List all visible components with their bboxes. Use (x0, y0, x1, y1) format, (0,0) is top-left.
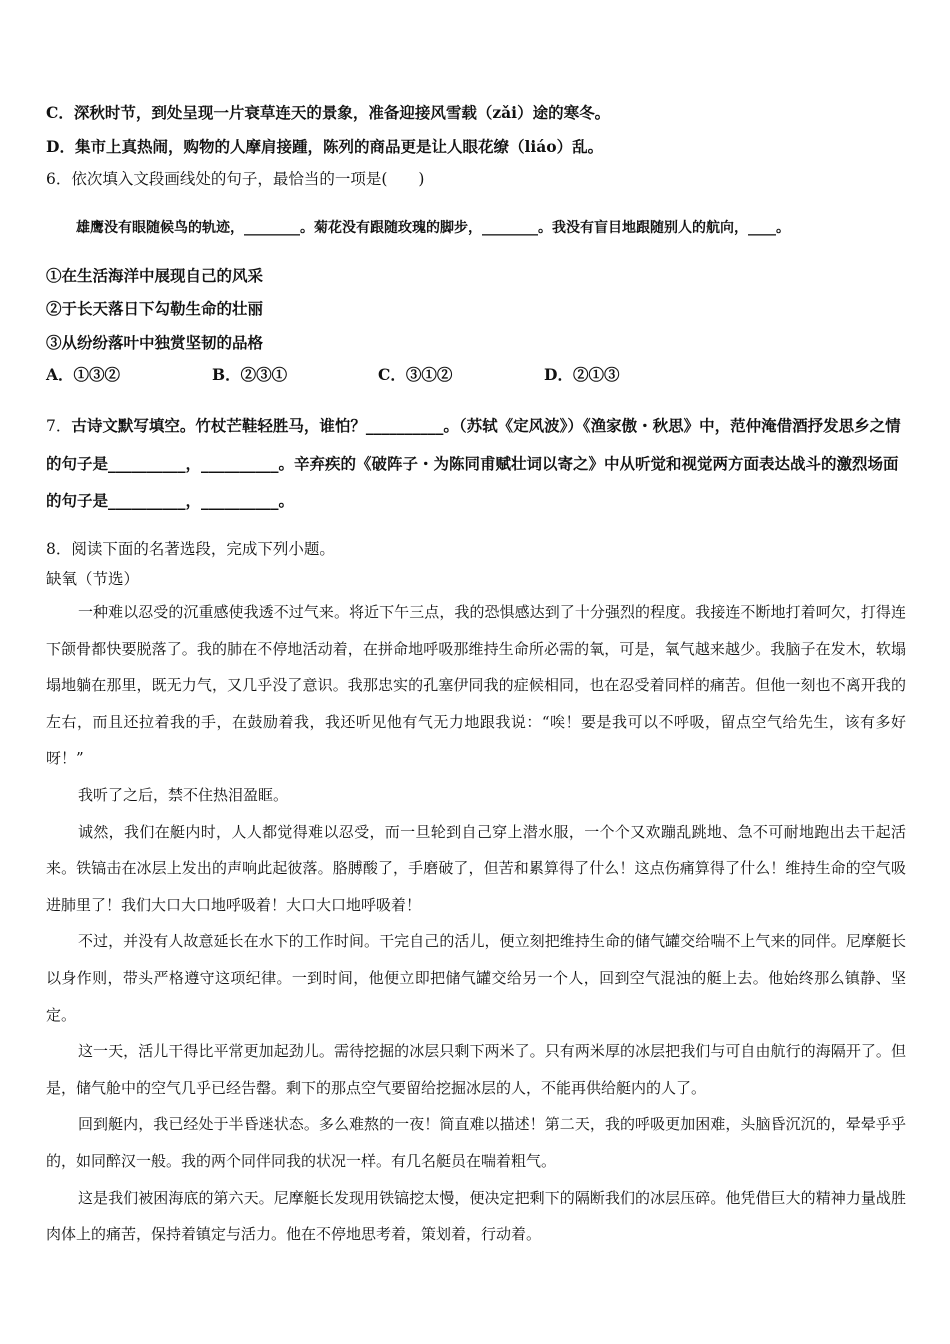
question-6-item-1: ①在生活海洋中展现自己的风采 (46, 265, 264, 285)
passage-title: 缺氧（节选） (46, 570, 140, 588)
question-7-number: 7． (46, 416, 72, 435)
option-d: D．集市上真热闹，购物的人摩肩接踵，陈列的商品更是让人眼花缭（liáo）乱。 (46, 136, 604, 156)
question-6-item-2: ②于长天落日下勾勒生命的壮丽 (46, 299, 264, 318)
question-6-answers (46, 359, 906, 391)
question-6-item-3: ③从纷纷落叶中独赏坚韧的品格 (46, 332, 264, 352)
question-6-stem: 6．依次填入文段画线处的句子，最恰当的一项是( ) (46, 170, 425, 188)
answer-d: D．②①③ (544, 365, 620, 384)
answer-a: A．①③② (46, 365, 121, 384)
passage-paragraph-7: 这是我们被困海底的第六天。尼摩艇长发现用铁镐挖太慢，便决定把剩下的隔断我们的冰层压碎。他凭借巨大的精神力量战胜肉体上的痛苦，保持着镇定与活力。他在不停地思考着，策划着，行动着。 (46, 1188, 906, 1244)
passage-paragraph-2: 我听了之后，禁不住热泪盈眶。 (78, 785, 289, 804)
passage-paragraph-3: 诚然，我们在艇内时，人人都觉得难以忍受，而一旦轮到自己穿上潜水服，一个个又欢蹦乱跳地、急不可耐地跑出去干起活来。铁镐击在冰层上发出的声响此起彼落。胳膊酸了，手磨破了，但苦和累算得了什么！这点伤痛算得了什么！维持生命的空气吸进肺里了！我们大口大口地呼吸着！大口大口地呼吸着！ (46, 822, 906, 914)
option-c: C．深秋时节，到处呈现一片衰草连天的景象，准备迎接风雪载（zǎi）途的寒冬。 (46, 103, 611, 122)
passage-paragraph-6: 回到艇内，我已经处于半昏迷状态。多么难熬的一夜！简直难以描述！第二天，我的呼吸更加困难，头脑昏沉沉的，晕晕乎乎的，如同醉汉一般。我的两个同伴同我的状况一样。有几名艇员在喘着粗气。 (46, 1115, 906, 1170)
answer-c: C．③①② (378, 365, 453, 384)
question-7 (46, 407, 906, 519)
question-7-text: 古诗文默写填空。竹杖芒鞋轻胜马，谁怕？__________。（苏轼《定风波》）《渔家傲・秋思》中，范仲淹借酒抒发思乡之情的句子是__________，__________。辛弃疾的《破阵子・为陈同甫赋壮词以寄之》中从听觉和视觉两方面表达战斗的激烈场面的句子是__________，__________。 (46, 415, 901, 510)
answer-b: B．②③① (212, 365, 288, 384)
passage-paragraph-4: 不过，并没有人故意延长在水下的工作时间。干完自己的活儿，便立刻把维持生命的储气罐交给喘不上气来的同伴。尼摩艇长以身作则，带头严格遵守这项纪律。一到时间，他便立即把储气罐交给另一个人，回到空气混浊的艇上去。他始终那么镇静、坚定。 (46, 932, 906, 1024)
passage-paragraph-1: 一种难以忍受的沉重感使我透不过气来。将近下午三点，我的恐惧感达到了十分强烈的程度。我接连不断地打着呵欠，打得连下颌骨都快要脱落了。我的肺在不停地活动着，在拼命地呼吸那维持生命所必需的氧，可是，氧气越来越少。我脑子在发木，软塌塌地躺在那里，既无力气，又几乎没了意识。我那忠实的孔塞伊同我的症候相同，也在忍受着同样的痛苦。但他一刻也不离开我的左右，而且还拉着我的手，在鼓励着我，我还听见他有气无力地跟我说：“唉！要是我可以不呼吸，留点空气给先生，该有多好呀！” (46, 603, 906, 768)
question-6-passage: 雄鹰没有眼随候鸟的轨迹，________。菊花没有跟随玫瑰的脚步，________。我没有盲目地跟随别人的航向，____。 (76, 219, 790, 236)
passage-paragraph-5: 这一天，活儿干得比平常更加起劲儿。需待挖掘的冰层只剩下两米了。只有两米厚的冰层把我们与可自由航行的海隔开了。但是，储气舱中的空气几乎已经告罄。剩下的那点空气要留给挖掘冰层的人，不能再供给艇内的人了。 (46, 1042, 906, 1097)
question-8-stem: 8．阅读下面的名著选段，完成下列小题。 (46, 540, 335, 558)
